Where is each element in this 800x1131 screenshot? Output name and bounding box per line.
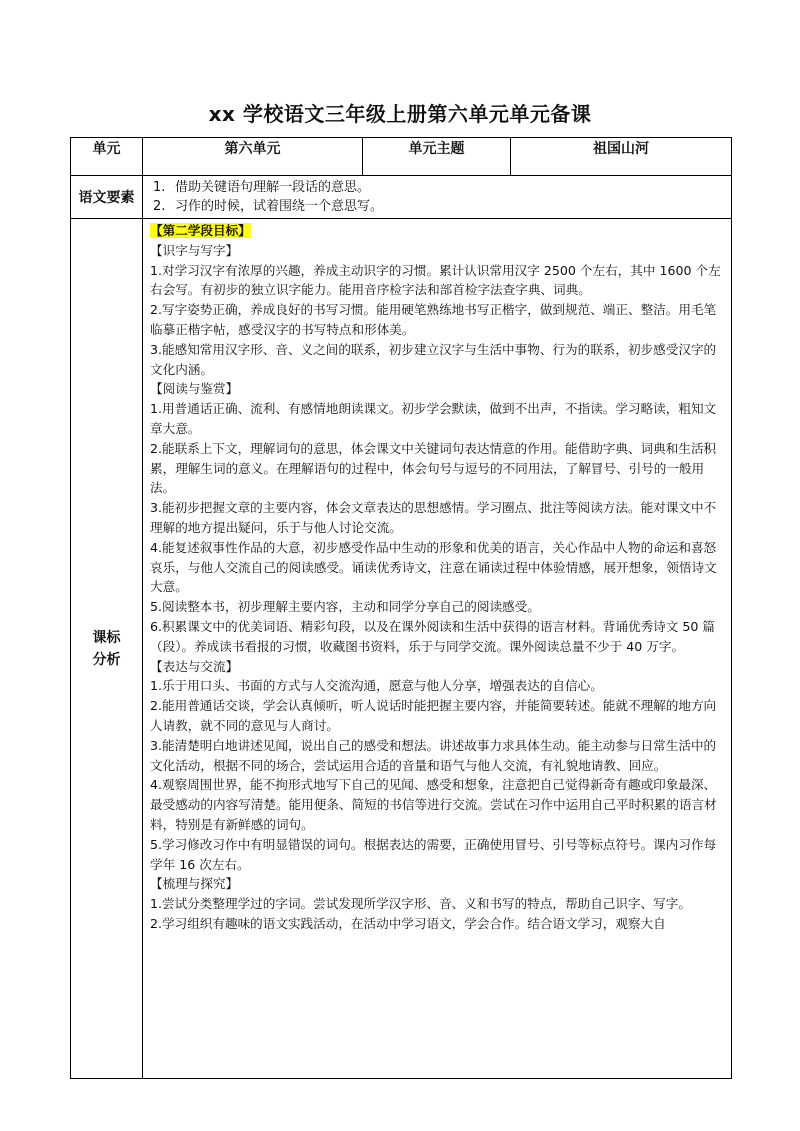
lesson-plan-table [70,137,732,1079]
section-item: 2.学习组织有趣味的语文实践活动，在活动中学习语文，学会合作。结合语文学习，观察大自 [150,915,666,931]
yuwen-item [149,197,725,216]
yuwen-item [149,178,725,197]
section-item: 3.能清楚明白地讲述见闻，说出自己的感受和想法。讲述故事力求具体生动。能主动参与日常生活中的文化活动，根据不同的场合，尝试运用合适的音量和语气与他人交流，有礼貌地请教、回应。 [150,737,717,773]
section-item: 2.写字姿势正确，养成良好的书写习惯。能用硬笔熟练地书写正楷字，做到规范、端正、整洁。用毛笔临摹正楷字帖，感受汉字的书写特点和形体美。 [150,302,717,337]
section-item: 6.积累课文中的优美词语、精彩句段，以及在课外阅读和生活中获得的语言材料。背诵优秀诗文 50 篇（段）。养成读书看报的习惯，收藏图书资料，乐于与同学交流。课外阅读总量不少于 40 万字。 [150,618,715,654]
header-row [71,138,732,176]
section-item: 1.用普通话正确、流利、有感情地朗读课文。初步学会默读，做到不出声，不指读。学习略读，粗知文章大意。 [150,401,717,436]
section-heading: 【梳理与探究】 [150,876,239,892]
analysis-label-line: 课标 [92,629,121,646]
section-item: 5.阅读整本书，初步理解主要内容，主动和同学分享自己的阅读感受。 [150,599,540,615]
yuwen-item-number: 1. [153,180,166,195]
analysis-label [71,219,143,1079]
section-item: 3.能感知常用汉字形、音、义之间的联系，初步建立汉字与生活中事物、行为的联系，初步感受汉字的文化内涵。 [150,341,717,377]
page-title: xx 学校语文三年级上册第六单元单元备课 [208,102,592,126]
section-item: 2.能用普通话交谈，学会认真倾听，听人说话时能把握主要内容，并能简要转述。能就不理解的地方向人请教，就不同的意见与人商讨。 [150,698,717,733]
header-unit-label: 单元 [71,138,143,176]
header-theme-value: 祖国山河 [511,138,732,176]
section-item: 3.能初步把握文章的主要内容，体会文章表达的思想感情。学习圈点、批注等阅读方法。能对课文中不理解的地方提出疑问，乐于与他人讨论交流。 [150,500,717,535]
section-item: 5.学习修改习作中有明显错误的词句。根据表达的需要，正确使用冒号、引号等标点符号。课内习作每学年 16 次左右。 [150,836,717,872]
header-theme-label: 单元主题 [363,138,511,176]
header-unit-value: 第六单元 [143,138,363,176]
yuwen-item-text: 借助关键语句理解一段话的意思。 [175,180,371,195]
section-heading: 【表达与交流】 [150,658,239,674]
yuwen-label: 语文要素 [71,176,143,219]
section-heading: 【阅读与鉴赏】 [150,381,239,397]
section-item: 4.能复述叙事性作品的大意，初步感受作品中生动的形象和优美的语言，关心作品中人物的命运和喜怒哀乐，与他人交流自己的阅读感受。诵读优秀诗文，注意在诵读过程中体验情感，展开想象，领悟诗文大意。 [150,539,717,595]
section-heading: 【识字与写字】 [150,242,239,258]
section-item: 1.尝试分类整理学过的字词。尝试发现所学汉字形、音、义和书写的特点，帮助自己识字、写字。 [150,896,691,912]
yuwen-row [71,176,732,219]
yuwen-item-text: 习作的时候，试着围绕一个意思写。 [175,199,384,214]
section-item: 1.乐于用口头、书面的方式与人交流沟通，愿意与他人分享，增强表达的自信心。 [150,678,603,694]
analysis-row [71,219,732,1079]
analysis-label-line: 分析 [92,651,121,668]
section-item: 4.观察周围世界，能不拘形式地写下自己的见闻、感受和想象，注意把自己觉得新奇有趣或印象最深、最受感动的内容写清楚。能用便条、简短的书信等进行交流。尝试在习作中运用自己平时积累的语言材料，特别是有新鲜感的词句。 [150,777,717,832]
stage-goal-heading: 【第二学段目标】 [150,223,251,238]
analysis-content [143,219,732,1079]
yuwen-items [143,176,732,219]
section-item: 1.对学习汉字有浓厚的兴趣，养成主动识字的习惯。累计认识常用汉字 2500 个左右，其中 1600 个左右会写。有初步的独立识字能力。能用音序检字法和部首检字法查字典、词典。 [150,262,721,298]
yuwen-item-number: 2. [153,199,166,214]
section-item: 2.能联系上下文，理解词句的意思，体会课文中关键词句表达情意的作用。能借助字典、词典和生活积累，理解生词的意义。在理解语句的过程中，体会句号与逗号的不同用法，了解冒号、引号的一般用法。 [150,440,717,496]
